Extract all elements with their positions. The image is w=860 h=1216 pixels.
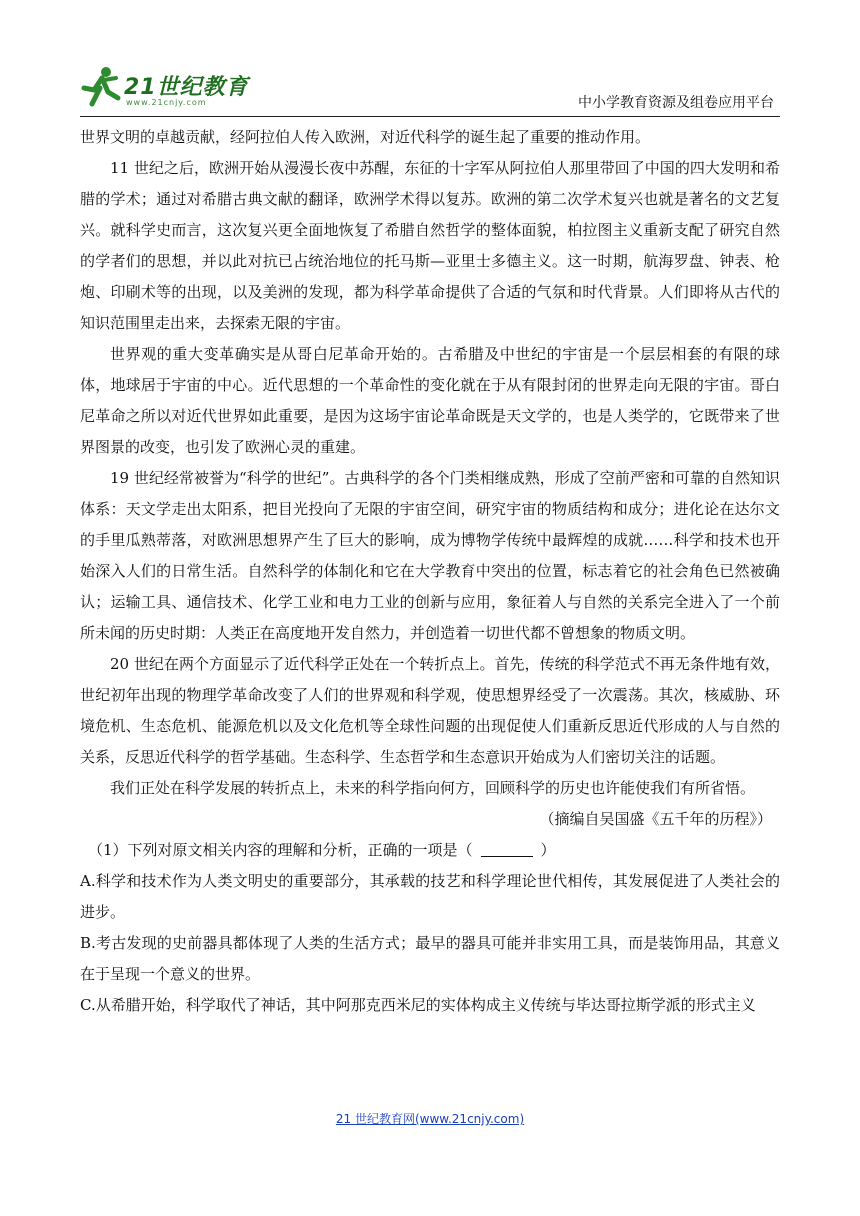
source-citation: （摘编自吴国盛《五千年的历程》） <box>539 810 772 828</box>
question-close: ） <box>540 841 556 859</box>
paragraph: 20 世纪在两个方面显示了近代科学正处在一个转折点上。首先，传统的科学范式不再无条件地有效，世纪初年出现的物理学革命改变了人们的世界观和科学观，使思想界经受了一次震荡。其次，核威胁、环境危机、生态危机、能源危机以及文化危机等全球性问题的出现促使人们重新反思近代形成的人与自然的关系，反思近代科学的哲学基础。生态科学、生态哲学和生态意识开始成为人们密切关注的话题。 <box>80 655 780 766</box>
page-footer <box>0 1110 860 1127</box>
paragraph: 世界文明的卓越贡献，经阿拉伯人传入欧洲，对近代科学的诞生起了重要的推动作用。 <box>80 128 651 146</box>
paragraph: 我们正处在科学发展的转折点上，未来的科学指向何方，回顾科学的历史也许能使我们有所省悟。 <box>110 779 756 797</box>
question-text: （1）下列对原文相关内容的理解和分析，正确的一项是（ <box>88 841 473 859</box>
footer-link[interactable]: 21 世纪教育网(www.21cnjy.com) <box>335 1112 525 1126</box>
answer-blank[interactable] <box>481 840 533 857</box>
option-b: B.考古发现的史前器具都体现了人类的生活方式；最早的器具可能并非实用工具，而是装饰用品，其意义在于呈现一个意义的世界。 <box>80 934 780 983</box>
logo-text: 21世纪教育 <box>124 75 249 100</box>
option-c: C.从希腊开始，科学取代了神话，其中阿那克西米尼的实体构成主义传统与毕达哥拉斯学派的形式主义 <box>80 996 756 1014</box>
logo[interactable] <box>80 62 260 112</box>
question-stem <box>80 835 780 866</box>
page-header <box>80 62 780 117</box>
option-a: A.科学和技术作为人类文明史的重要部分，其承载的技艺和科学理论世代相传，其发展促进了人类社会的进步。 <box>80 872 780 921</box>
document-body <box>80 122 780 1021</box>
paragraph: 11 世纪之后，欧洲开始从漫漫长夜中苏醒，东征的十字军从阿拉伯人那里带回了中国的四大发明和希腊的学术；通过对希腊古典文献的翻译，欧洲学术得以复苏。欧洲的第二次学术复兴也就是著名的文艺复兴。就科学史而言，这次复兴更全面地恢复了希腊自然哲学的整体面貌，柏拉图主义重新支配了研究自然的学者们的思想，并以此对抗已占统治地位的托马斯—亚里士多德主义。这一时期，航海罗盘、钟表、枪炮、印刷术等的出现，以及美洲的发现，都为科学革命提供了合适的气氛和时代背景。人们即将从古代的知识范围里走出来，去探索无限的宇宙。 <box>80 159 780 332</box>
paragraph: 世界观的重大变革确实是从哥白尼革命开始的。古希腊及中世纪的宇宙是一个层层相套的有限的球体，地球居于宇宙的中心。近代思想的一个革命性的变化就在于从有限封闭的世界走向无限的宇宙。哥白尼革命之所以对近代世界如此重要，是因为这场宇宙论革命既是天文学的，也是人类学的，它既带来了世界图景的改变，也引发了欧洲心灵的重建。 <box>80 345 780 456</box>
logo-url: www.21cnjy.com <box>126 98 207 107</box>
paragraph: 19 世纪经常被誉为“科学的世纪”。古典科学的各个门类相继成熟，形成了空前严密和可靠的自然知识体系：天文学走出太阳系，把目光投向了无限的宇宙空间，研究宇宙的物质结构和成分；进化论在达尔文的手里瓜熟蒂落，对欧洲思想界产生了巨大的影响，成为博物学传统中最辉煌的成就……科学和技术也开始深入人们的日常生活。自然科学的体制化和它在大学教育中突出的位置，标志着它的社会角色已然被确认；运输工具、通信技术、化学工业和电力工业的创新与应用，象征着人与自然的关系完全进入了一个前所未闻的历史时期：人类正在高度地开发自然力，并创造着一切世代都不曾想象的物质文明。 <box>80 469 780 642</box>
running-figure-icon <box>80 64 124 110</box>
platform-title: 中小学教育资源及组卷应用平台 <box>578 95 774 111</box>
